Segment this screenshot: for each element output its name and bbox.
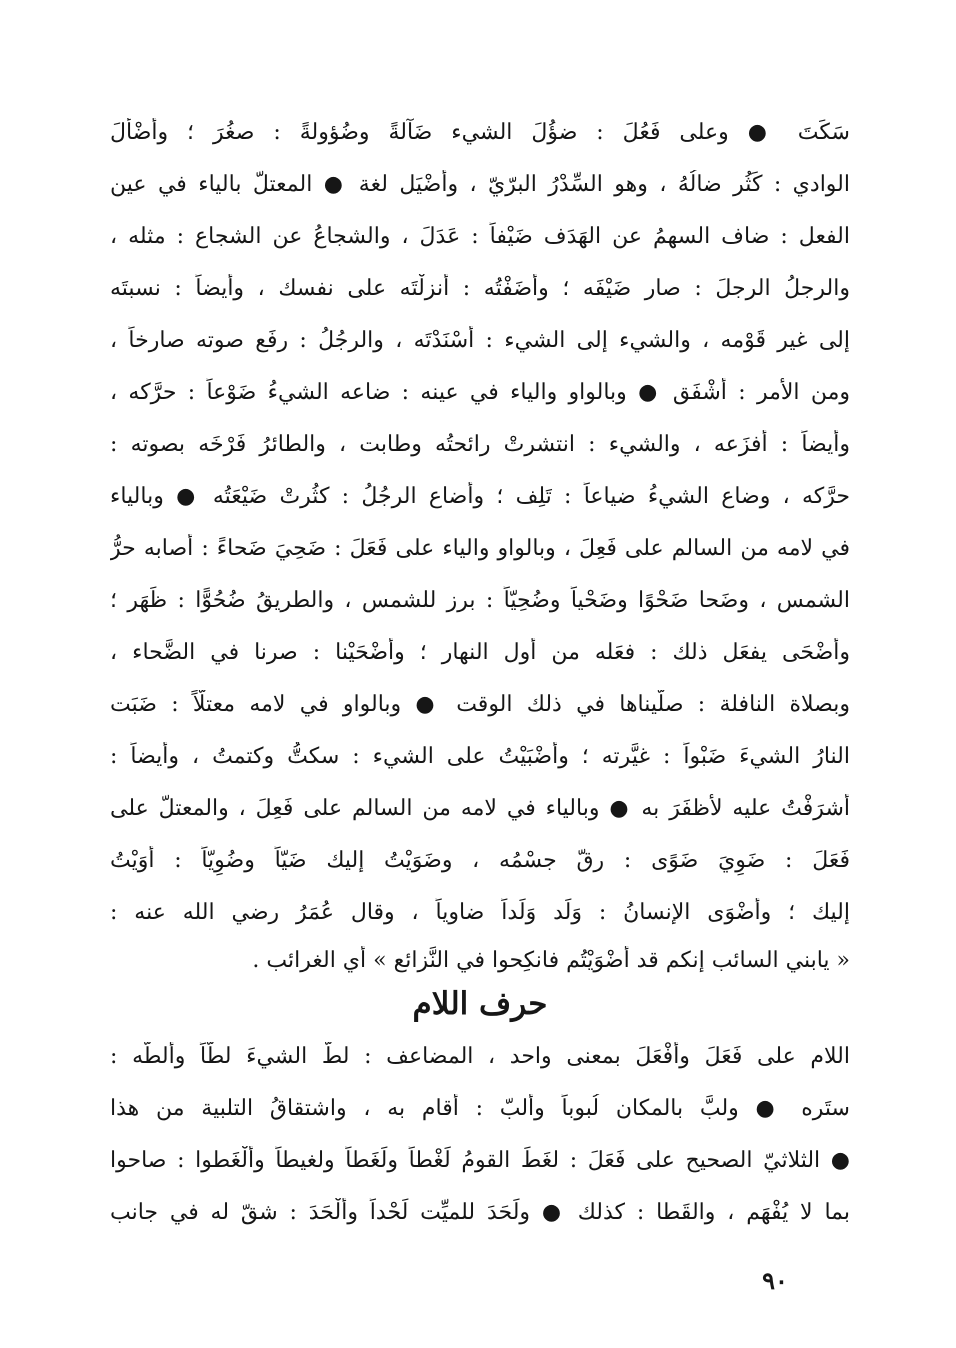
text-line: في لامه من السالم على فَعِلَ ، وبالواو والياء على فَعَلَ : ضَحِيَ ضَحاءً : أصابه حرُّ — [110, 536, 850, 561]
text-line: وأيضاً : أفزَعه ، والشيء : انتشرتْ رائحتُه وطابت ، والطائرُ فَرْخَه بصوته : — [110, 432, 850, 457]
text-line: والرجلُ الرجلَ : صار ضَيْفَه ؛ وأضَفْتُه : أنزلْتَه على نفسك ، وأيضاً : نسبتَه — [110, 276, 850, 301]
text-line: النارُ الشيءَ ضَبْواً : غيَّرته ؛ وأضْبَيْتُ على الشيء : سكتُّ وكتمتُ ، وأيضاً : — [110, 744, 850, 769]
text-line: أشرَفْتُ عليه لأظفَرَ به ● وبالياء في لامه من السالم على فَعِلَ ، والمعتلّ على — [110, 796, 850, 821]
text-line: بما لا يُفْهَم ، والقَطا : كذلك ● ولَحَدَ للميِّت لَحْداً وألْحَدَ : شقّ له في جانب — [110, 1200, 850, 1225]
text-line: حرَّكه ، وضاع الشيءُ ضياعاً : تَلِف ؛ وأضاع الرجُلُ : كثُرتْ ضَيْعَتُه ● وبالياء — [110, 484, 850, 509]
text-line: الفعل : ضاف السهمُ عن الهَدَف ضَيْفاً : عَدَلَ ، والشجاعُ عن الشجاع : مثله ، — [110, 224, 850, 249]
text-line: وأضْحَى يفعَل ذلك : فعَله من أول النهار ؛ وأضْحَيْنا : صرنا في الضَّحاء ، — [110, 640, 850, 665]
text-line: اللام على فَعَلَ وأفْعَلَ بمعنى واحد ، المضاعف : لطّ الشيءَ لطّاً وألطّه : — [110, 1044, 850, 1069]
text-line: ● الثلاثيّ الصحيح على فَعَلَ : لغَطَ القومُ لَغْطاً ولَغَطاً ولغيطاً وألْغَطوا : صاحوا — [110, 1148, 850, 1173]
section-heading: حرف اللام — [412, 986, 548, 1022]
text-line: إلى غير قَوْمه ، والشيء إلى الشيء : أسْنَدْتَه ، والرجُلُ : رفَع صوته صارخاً ، — [110, 328, 850, 353]
text-line: إليك ؛ وأضْوَى الإنسانُ : وَلَد وَلَداً ضاوياً ، وقال عُمَرُ رضي الله عنه : — [110, 900, 850, 925]
text-line: فَعَلَ : ضَوِيَ ضَوًى : رقّ جسْمُه ، وضَوَيْتُ إليك ضَيّاً وضُوِيّاً : أوَيْتُ — [110, 848, 850, 873]
text-line: الوادي : كَثُر ضالُهُ ، وهو السِّدْرُ البرّيّ ، وأضْيَل لغة ● المعتلّ بالياء في عين — [110, 172, 850, 197]
text-line: سَكَتَ ● وعلى فَعُلَ : ضؤُلَ الشيء ضَآلةً وضُؤولةً : صغُرَ ؛ وأضْأَلَ — [110, 120, 850, 145]
text-line: ومن الأمر : أشْفَق ● وبالواو والياء في عينه : ضاعه الشيءُ ضَوْعاً : حرَّكه ، — [110, 380, 850, 405]
page-number: ٩٠ — [762, 1266, 788, 1295]
text-line: « يابني السائب إنكم قد أضْوَيْتُم فانكِحوا في النَّزائع » أي الغرائب . — [252, 948, 850, 973]
text-line: الشمس ، وضَحا ضَحْوًا وضَحْياً وضُحِيّاً : برز للشمس ، والطريقُ ضُحُوًّا : ظَهَر ؛ — [110, 588, 850, 613]
text-line: ستَره ● ولبَّ بالمكان لُبوباً وألبّ : أقام به ، واشتقاقُ التلبية من هذا — [110, 1096, 850, 1121]
text-line: وبصلاة النافلة : صلَّيناها في ذلك الوقت ● وبالواو في لامه معتلّاً : ضَبَت — [110, 692, 850, 717]
